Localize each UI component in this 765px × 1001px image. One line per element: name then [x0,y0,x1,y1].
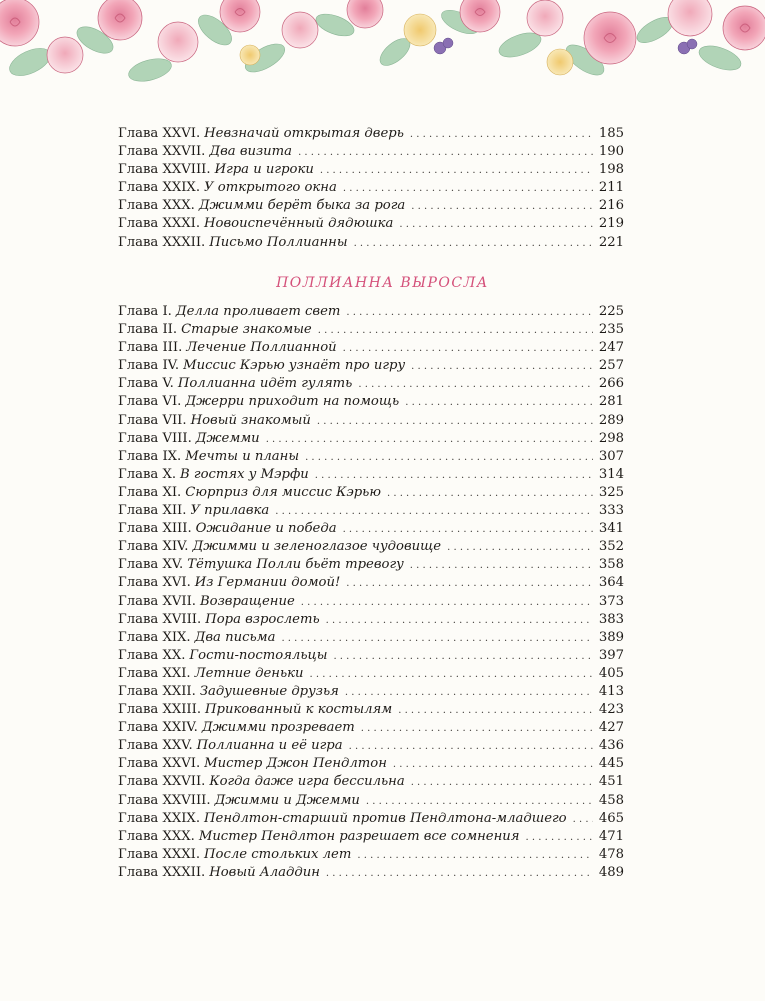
dot-leader [358,376,592,394]
toc-entry [118,197,624,215]
toc-entry [118,701,624,719]
dot-leader [326,612,593,630]
chapter-title: Джемми [195,430,260,446]
chapter-title: Летние деньки [194,665,304,681]
chapter-number: Глава XX. [118,647,186,663]
chapter-title: Джимми и зеленоглазое чудовище [192,539,442,555]
page-number: 436 [598,738,624,754]
chapter-title: Из Германии домой! [194,575,341,591]
page-number: 389 [598,629,624,645]
chapter-title: Сюрприз для миссис Кэрью [185,484,381,500]
toc-entry [118,629,624,647]
page-number: 211 [598,180,624,196]
chapter-title: Письмо Поллианны [209,234,348,250]
page-number: 341 [598,521,624,537]
page-number: 451 [598,774,624,790]
toc-entry [118,234,624,252]
chapter-title: Два письма [194,629,276,645]
chapter-title: В гостях у Мэрфи [180,466,309,482]
chapter-title: Новый Аладдин [209,864,320,880]
chapter-title: Когда даже игра бессильна [209,774,405,790]
page-number: 471 [598,828,624,844]
dot-leader [447,539,593,557]
chapter-title: У прилавка [190,503,270,519]
dot-leader [343,180,593,198]
chapter-title: Невзначай открытая дверь [204,126,404,141]
chapter-title: Джерри приходит на помощь [185,394,400,410]
toc-entry [118,466,624,484]
chapter-number: Глава XXVI. [118,756,201,772]
chapter-number: Глава XXXI. [118,216,201,232]
chapter-title: Тётушка Полли бьёт тревогу [187,557,404,573]
page-number: 266 [598,376,624,392]
page-number: 221 [598,234,624,250]
chapter-number: Глава VIII. [118,430,192,446]
dot-leader [410,557,593,575]
dot-leader [343,340,593,358]
chapter-title: Делла проливает свет [175,304,341,319]
page-number: 190 [598,144,624,160]
page-number: 445 [598,756,624,772]
chapter-number: Глава XXX. [118,198,195,214]
dot-leader [411,198,593,216]
dot-leader [318,322,593,340]
toc-entry [118,430,624,448]
chapter-number: Глава XXIX. [118,180,201,196]
chapter-title: Игра и игроки [214,162,314,178]
chapter-title: Гости-постояльцы [189,647,328,663]
page-number: 373 [598,593,624,609]
page-number: 235 [598,322,624,338]
chapter-number: Глава XIII. [118,521,192,537]
chapter-number: Глава XVIII. [118,611,202,627]
dot-leader [393,756,593,774]
page-number: 298 [598,430,624,446]
toc-entry [118,339,624,357]
toc-entry [118,161,624,179]
toc-entry [118,828,624,846]
chapter-title: Мистер Пендлтон разрешает все сомнения [198,828,520,844]
toc-entry [118,303,624,321]
chapter-title: Старые знакомые [181,322,312,338]
page-number: 364 [598,575,624,591]
dot-leader [357,847,592,865]
page-number: 458 [598,792,624,808]
page-number: 465 [598,810,624,826]
dot-leader [411,774,593,792]
toc-entry [118,611,624,629]
toc-entry [118,755,624,773]
chapter-number: Глава XXXII. [118,864,206,880]
dot-leader [361,720,593,738]
toc-entry [118,484,624,502]
toc-entry [118,215,624,233]
toc-entry [118,179,624,197]
toc-entry [118,393,624,411]
page-number: 489 [598,864,624,880]
chapter-title: Новоиспечённый дядюшка [204,216,394,232]
chapter-title: Поллианна идёт гулять [177,376,353,392]
page-number: 257 [598,358,624,374]
chapter-number: Глава II. [118,322,178,338]
page-number: 478 [598,846,624,862]
toc-entry [118,412,624,430]
chapter-number: Глава XXIX. [118,810,201,826]
toc-list-pollyanna-grows-up [118,303,624,882]
page-number: 225 [598,304,624,319]
chapter-title: Пендлтон-старший против Пендлтона-младшего [204,810,567,826]
toc-entry [118,143,624,161]
dot-leader [411,358,593,376]
toc-list-pollyanna [118,125,624,252]
toc-entry [118,375,624,393]
chapter-number: Глава XIX. [118,629,191,645]
chapter-number: Глава XXIII. [118,702,202,718]
toc-entry [118,538,624,556]
toc-entry [118,647,624,665]
dot-leader [281,630,592,648]
chapter-title: У открытого окна [204,180,337,196]
page-number: 307 [598,448,624,464]
page-number: 219 [598,216,624,232]
toc-entry [118,593,624,611]
dot-leader [573,811,593,829]
toc-entry [118,574,624,592]
toc-entry [118,556,624,574]
chapter-title: Джимми прозревает [201,720,355,736]
page-number: 314 [598,466,624,482]
page-number: 383 [598,611,624,627]
chapter-number: Глава XXV. [118,738,193,754]
chapter-title: Задушевные друзья [199,683,339,699]
chapter-number: Глава XXVII. [118,774,206,790]
toc-entry [118,125,624,143]
chapter-title: Пора взрослеть [205,611,320,627]
chapter-number: Глава XXXI. [118,846,201,862]
chapter-title: Два визита [209,144,293,160]
chapter-number: Глава XXX. [118,828,195,844]
chapter-title: После стольких лет [204,846,352,862]
chapter-title: Новый знакомый [190,412,311,428]
toc-entry [118,864,624,882]
toc-entry [118,792,624,810]
toc-entry [118,719,624,737]
section-title: ПОЛЛИАННА ВЫРОСЛА [276,275,489,291]
chapter-title: Миссис Кэрью узнаёт про игру [183,358,406,374]
chapter-number: Глава I. [118,304,172,319]
page-number: 216 [598,198,624,214]
page-number: 333 [598,503,624,519]
dot-leader [305,449,593,467]
dot-leader [326,865,593,883]
dot-leader [349,738,593,756]
dot-leader [333,648,592,666]
chapter-number: Глава X. [118,466,177,482]
chapter-title: Джимми берёт быка за рога [198,198,406,214]
page-number: 325 [598,484,624,500]
chapter-number: Глава XXIV. [118,720,198,736]
toc-entry [118,502,624,520]
toc-entry [118,737,624,755]
chapter-number: Глава XXVIII. [118,792,211,808]
dot-leader [317,413,593,431]
page-number: 289 [598,412,624,428]
dot-leader [320,162,593,180]
page-number: 185 [598,126,624,141]
chapter-number: Глава XXXII. [118,234,206,250]
dot-leader [398,702,593,720]
dot-leader [345,684,593,702]
toc-entry [118,810,624,828]
toc-entry [118,665,624,683]
dot-leader [354,235,593,253]
chapter-number: Глава XVI. [118,575,191,591]
dot-leader [275,503,593,521]
page-number: 427 [598,720,624,736]
chapter-number: Глава VII. [118,412,187,428]
dot-leader [526,829,593,847]
chapter-number: Глава XXVI. [118,126,201,141]
toc-entry [118,321,624,339]
toc-entry [118,773,624,791]
dot-leader [366,793,593,811]
dot-leader [301,594,593,612]
page-number: 358 [598,557,624,573]
chapter-number: Глава IV. [118,358,180,374]
chapter-number: Глава XV. [118,557,184,573]
chapter-title: Лечение Поллианной [186,340,337,356]
dot-leader [343,521,593,539]
dot-leader [298,144,593,162]
dot-leader [266,431,593,449]
toc-entry [118,520,624,538]
dot-leader [310,666,593,684]
dot-leader [410,126,593,144]
chapter-title: Мечты и планы [185,448,300,464]
chapter-title: Ожидание и победа [195,521,337,537]
page-number: 281 [598,394,624,410]
chapter-number: Глава XVII. [118,593,196,609]
dot-leader [346,304,592,322]
chapter-number: Глава XII. [118,503,187,519]
dot-leader [346,575,593,593]
chapter-number: Глава VI. [118,394,182,410]
page-number: 413 [598,683,624,699]
chapter-number: Глава III. [118,340,183,356]
toc-entry [118,846,624,864]
chapter-title: Прикованный к костылям [205,702,393,718]
dot-leader [399,216,592,234]
chapter-number: Глава XIV. [118,539,189,555]
chapter-number: Глава XXI. [118,665,191,681]
page-number: 352 [598,539,624,555]
dot-leader [387,485,593,503]
chapter-number: Глава XI. [118,484,182,500]
dot-leader [315,467,593,485]
toc-entry [118,448,624,466]
chapter-number: Глава IX. [118,448,182,464]
chapter-number: Глава XXII. [118,683,196,699]
chapter-title: Мистер Джон Пендлтон [204,756,387,772]
page-number: 247 [598,340,624,356]
chapter-number: Глава V. [118,376,174,392]
chapter-title: Джимми и Джемми [214,792,360,808]
toc-entry [118,683,624,701]
chapter-number: Глава XXVIII. [118,162,211,178]
toc-entry [118,357,624,375]
page-number: 405 [598,665,624,681]
chapter-title: Возвращение [199,593,295,609]
page-number: 397 [598,647,624,663]
page-number: 198 [598,162,624,178]
dot-leader [405,394,593,412]
rose-garland-icon [0,0,765,95]
page-number: 423 [598,702,624,718]
chapter-title: Поллианна и её игра [196,738,343,754]
chapter-number: Глава XXVII. [118,144,206,160]
